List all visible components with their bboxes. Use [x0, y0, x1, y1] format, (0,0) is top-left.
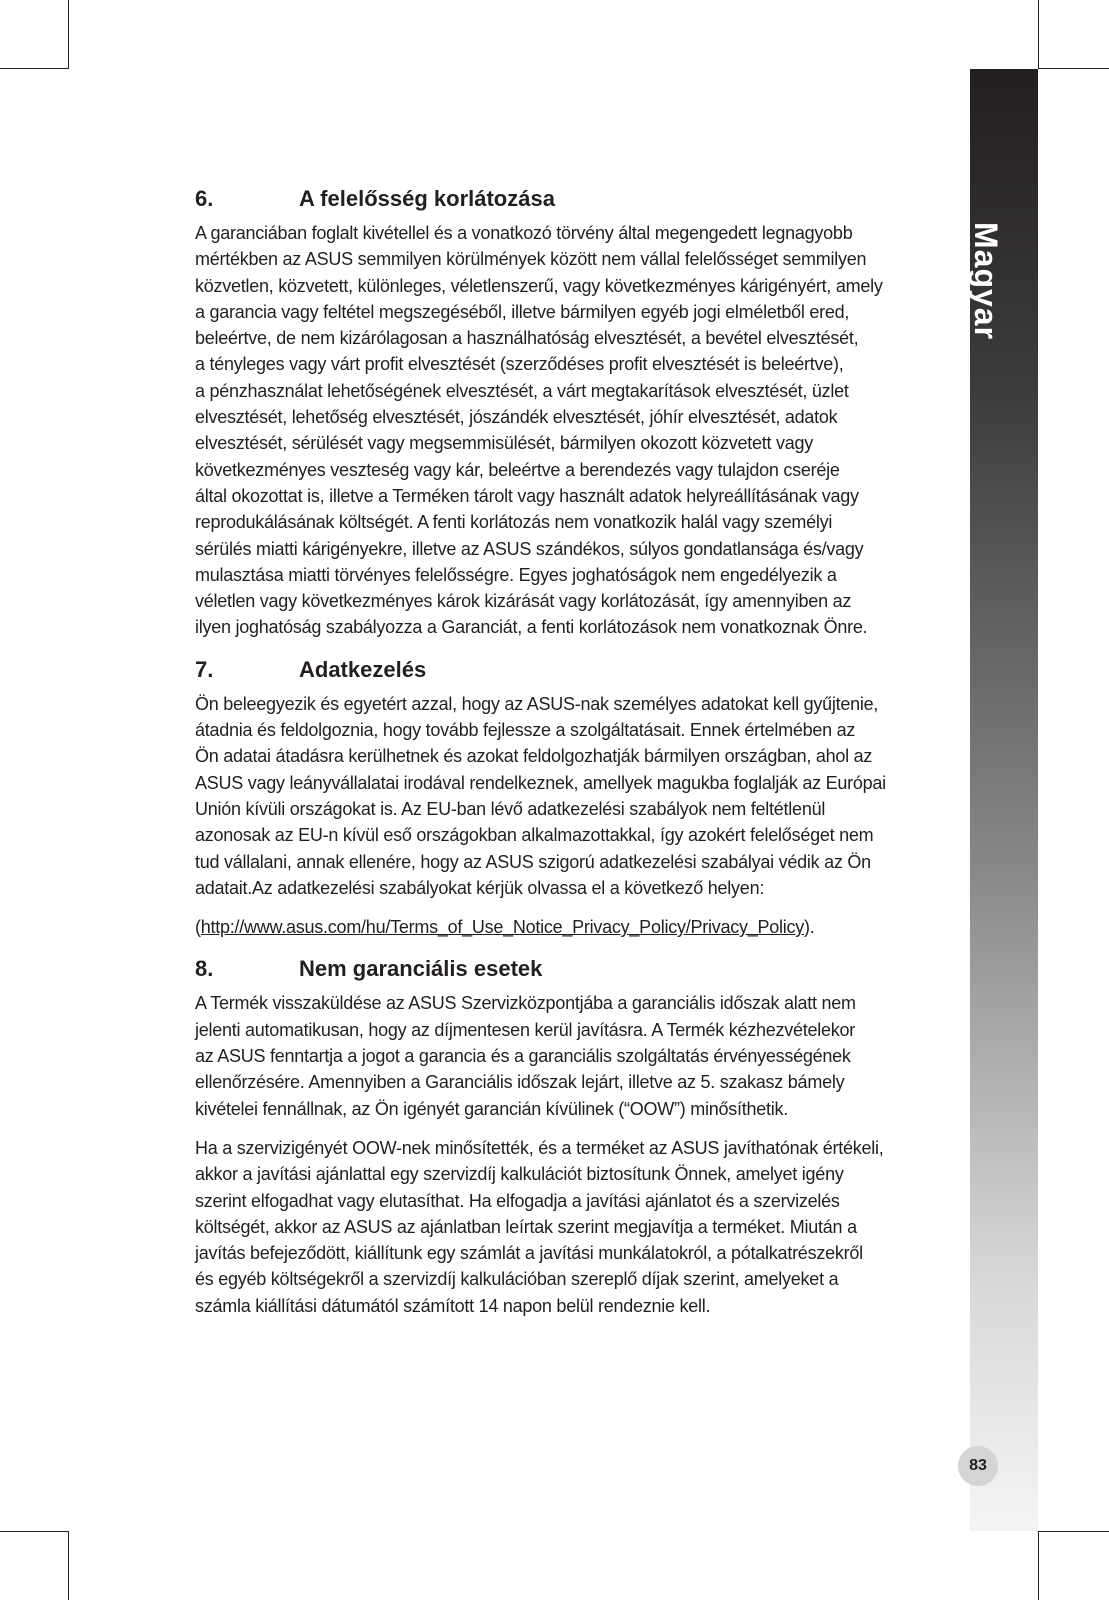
- section-liability: [195, 184, 935, 641]
- text-line: ellenőrzésére. Amennyiben a Garanciális időszak lejárt, illetve az 5. szakasz bámely: [195, 1072, 845, 1093]
- text-line: a garancia vagy feltétel megszegéséből, illetve bármilyen egyéb jogi elméletből ered,: [195, 301, 850, 322]
- section-number: 6.: [195, 186, 214, 211]
- crop-mark: [0, 68, 69, 69]
- section-title: A felelősség korlátozása: [299, 186, 555, 211]
- text-line: reprodukálásának költségét. A fenti korlátozás nem vonatkozik halál vagy személyi: [195, 512, 833, 533]
- text-line: Unión kívüli országokat is. Az EU-ban lévő adatkezelési szabályok nem feltétlenül: [195, 798, 826, 819]
- text-line: az ASUS fenntartja a jogot a garancia és a garanciális szolgáltatás érvényességének: [195, 1046, 851, 1067]
- section-data-processing: [195, 655, 935, 941]
- text-line: tud vállalani, annak ellenére, hogy az ASUS szigorú adatkezelési szabályai védik az Ön: [195, 851, 871, 872]
- text-line: és egyéb költségekről a szervizdíj kalkulációban szereplő díjak szerint, amelyeket a: [195, 1269, 839, 1290]
- section-number: 7.: [195, 656, 214, 682]
- text-line: akkor a javítási ajánlattal egy szervizdíj kalkulációt biztosítunk Önnek, amelyet igény: [195, 1164, 844, 1185]
- section-heading: [195, 655, 935, 685]
- section-number: 8.: [195, 956, 214, 982]
- text-line: azonosak az EU-n kívül eső országokban alkalmazottakkal, így azokért felelőséget nem: [195, 825, 874, 846]
- paragraph: [195, 691, 935, 901]
- link-suffix: ).: [804, 917, 815, 938]
- text-line: a pénzhasználat lehetőségének elvesztését, a várt megtakarítások elvesztését, üzlet: [195, 380, 849, 401]
- section-title: Adatkezelés: [299, 656, 427, 682]
- text-line: javítás befejeződött, kiállítunk egy számlát a javítási munkálatokról, a pótalkatrészekről: [195, 1243, 863, 1264]
- language-label: Magyar: [968, 222, 1004, 341]
- text-line: szerint elfogadhat vagy elutasíthat. Ha elfogadja a javítási ajánlatot és a szervizelés: [195, 1190, 840, 1211]
- section-heading: [195, 954, 935, 984]
- paragraph: [195, 990, 935, 1121]
- text-line: Ön adatai átadásra kerülhetnek és azokat feldolgozhatják bármilyen országban, ahol az: [195, 746, 873, 767]
- text-line: kivételei fennállnak, az Ön igényét garancián kívülinek (“OOW”) minősíthetik.: [195, 1098, 789, 1119]
- text-line: Ön beleegyezik és egyetért azzal, hogy az ASUS-nak személyes adatokat kell gyűjtenie,: [195, 693, 879, 714]
- text-line: jelenti automatikusan, hogy az díjmentesen kerül javításra. A Termék kézhezvételekor: [195, 1019, 856, 1040]
- text-line: költségét, akkor az ASUS az ajánlatban leírtak szerint megjavítja a terméket. Miután a: [195, 1216, 857, 1237]
- section-title: Nem garanciális esetek: [299, 956, 543, 982]
- spacer: [195, 641, 935, 655]
- text-line: Ha a szervizigényét OOW-nek minősítették, és a terméket az ASUS javíthatónak értékeli,: [195, 1137, 884, 1158]
- spacer: [195, 940, 935, 954]
- text-line: sérülés miatti kárigényekre, illetve az ASUS szándékos, súlyos gondatlansága és/vagy: [195, 538, 864, 559]
- text-line: elvesztését, sérülését vagy megsemmisülését, bármilyen okozott közvetett vagy: [195, 433, 814, 454]
- link-prefix: (: [195, 917, 201, 938]
- section-heading: [195, 184, 935, 214]
- text-line: átadnia és feldolgoznia, hogy tovább fejlessze a szolgáltatásait. Ennek értelmében az: [195, 720, 856, 741]
- spacer: [195, 1122, 935, 1135]
- privacy-policy-line: [195, 914, 935, 940]
- crop-mark: [68, 1531, 69, 1600]
- text-line: mulasztása miatti törvényes felelősségre. Egyes joghatóságok nem engedélyezik a: [195, 564, 837, 585]
- text-line: mértékben az ASUS semmilyen körülmények között nem vállal felelősséget semmilyen: [195, 249, 867, 270]
- crop-mark: [1038, 68, 1109, 69]
- text-line: ASUS vagy leányvállalatai irodával rendelkeznek, amellyek magukba foglalják az Európai: [195, 772, 886, 793]
- spacer: [195, 901, 935, 914]
- text-line: által okozottat is, illetve a Terméken tárolt vagy használt adatok helyreállításának vagy: [195, 485, 859, 506]
- document-body: [195, 184, 935, 1319]
- text-line: A garanciában foglalt kivétellel és a vonatkozó törvény által megengedett legnagyobb: [195, 223, 853, 243]
- crop-mark: [1038, 0, 1039, 69]
- privacy-policy-link[interactable]: http://www.asus.com/hu/Terms_of_Use_Notice_Privacy_Policy/Privacy_Policy: [200, 917, 804, 938]
- crop-mark: [0, 1531, 69, 1532]
- text-line: ilyen joghatóság szabályozza a Garanciát, a fenti korlátozások nem vonatkoznak Önre.: [195, 617, 868, 638]
- text-line: véletlen vagy következményes károk kizárását vagy korlátozását, így amennyiben az: [195, 591, 852, 612]
- crop-mark: [1038, 1531, 1109, 1532]
- paragraph: [195, 220, 935, 641]
- text-line: beleértve, de nem kizárólagosan a használhatóság elvesztését, a bevétel elvesztését,: [195, 328, 859, 349]
- crop-mark: [68, 0, 69, 69]
- section-non-warranty: [195, 954, 935, 1319]
- text-line: számla kiállítási dátumától számított 14 napon belül rendeznie kell.: [195, 1295, 711, 1316]
- crop-mark: [1038, 1531, 1039, 1600]
- text-line: a tényleges vagy várt profit elvesztését (szerződéses profit elvesztését is beleértve),: [195, 354, 844, 375]
- text-line: adatait.Az adatkezelési szabályokat kérjük olvassa el a következő helyen:: [195, 877, 765, 898]
- text-line: közvetlen, közvetett, különleges, véletlenszerű, vagy következményes kárigényért, amely: [195, 275, 883, 296]
- paragraph: [195, 1135, 935, 1319]
- text-line: elvesztését, lehetőség elvesztését, jószándék elvesztését, jóhír elvesztését, adatok: [195, 407, 838, 428]
- text-line: A Termék visszaküldése az ASUS Szervizközpontjába a garanciális időszak alatt nem: [195, 993, 856, 1014]
- text-line: következményes veszteség vagy kár, beleértve a berendezés vagy tulajdon cseréje: [195, 459, 840, 480]
- page-number: 83: [958, 1446, 998, 1486]
